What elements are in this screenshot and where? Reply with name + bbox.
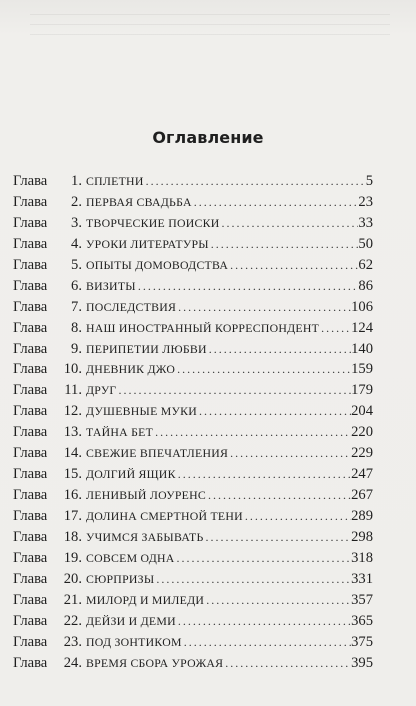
chapter-title: ДЕЙЗИ И ДЕМИ xyxy=(86,613,176,628)
chapter-number: 13. xyxy=(63,424,82,441)
page-number: 23 xyxy=(358,193,373,210)
chapter-word: Глава xyxy=(13,361,48,378)
chapter-number: 14. xyxy=(63,445,82,462)
chapter-word: Глава xyxy=(13,298,48,315)
chapter-number: 5. xyxy=(71,256,82,273)
dot-leader xyxy=(204,527,352,548)
chapter-word: Глава xyxy=(13,424,48,441)
chapter-title: СЮРПРИЗЫ xyxy=(86,571,155,586)
chapter-word: Глава xyxy=(13,214,48,231)
page-title: Оглавление xyxy=(152,128,264,147)
chapter-title: СОВСЕМ ОДНА xyxy=(86,550,175,565)
bleed-through-text xyxy=(30,14,390,38)
chapter-number: 4. xyxy=(71,235,82,252)
toc-entry xyxy=(13,401,373,422)
chapter-number: 20. xyxy=(63,570,82,587)
page-number: 5 xyxy=(365,173,373,189)
chapter-number: 16. xyxy=(63,487,82,504)
toc-entry xyxy=(13,339,373,360)
dot-leader xyxy=(144,171,366,192)
page-number: 106 xyxy=(351,298,373,315)
chapter-title: ПОСЛЕДСТВИЯ xyxy=(86,299,177,314)
page-number: 375 xyxy=(351,633,373,650)
chapter-word: Глава xyxy=(13,633,48,650)
chapter-title: ОПЫТЫ ДОМОВОДСТВА xyxy=(86,257,229,272)
dot-leader xyxy=(220,213,359,234)
chapter-number: 21. xyxy=(63,591,82,608)
dot-leader xyxy=(192,192,359,213)
dot-leader xyxy=(136,276,359,297)
dot-leader xyxy=(154,569,351,590)
chapter-title: МИЛОРД И МИЛЕДИ xyxy=(86,592,205,607)
page-number: 365 xyxy=(351,612,373,629)
dot-leader xyxy=(176,464,351,485)
dot-leader xyxy=(209,234,359,255)
page-number: 267 xyxy=(351,487,373,504)
page-number: 50 xyxy=(358,235,373,252)
chapter-word: Глава xyxy=(13,445,48,462)
chapter-title: ЛЕНИВЫЙ ЛОУРЕНС xyxy=(86,488,206,503)
chapter-number: 10. xyxy=(63,361,82,378)
dot-leader xyxy=(228,255,358,276)
dot-leader xyxy=(175,359,351,380)
dot-leader xyxy=(153,422,351,443)
chapter-number: 24. xyxy=(63,654,82,671)
chapter-title: ПОД ЗОНТИКОМ xyxy=(86,634,182,649)
toc-entry xyxy=(13,653,373,674)
chapter-word: Глава xyxy=(13,549,48,566)
chapter-title: УРОКИ ЛИТЕРАТУРЫ xyxy=(86,236,209,251)
chapter-number: 18. xyxy=(63,528,82,545)
page-number: 204 xyxy=(351,403,373,420)
page-number: 357 xyxy=(351,591,373,608)
dot-leader xyxy=(319,318,351,339)
chapter-title: ДНЕВНИК ДЖО xyxy=(86,362,176,377)
toc-entry xyxy=(13,213,373,234)
dot-leader xyxy=(207,339,351,360)
toc-entry xyxy=(13,318,373,339)
page-number: 179 xyxy=(351,382,373,399)
toc-entry xyxy=(13,276,373,297)
page-number: 220 xyxy=(351,424,373,441)
toc-entry xyxy=(13,297,373,318)
chapter-word: Глава xyxy=(13,382,48,399)
toc-entry xyxy=(13,611,373,632)
chapter-number: 22. xyxy=(63,612,82,629)
dot-leader xyxy=(176,297,351,318)
toc-entry xyxy=(13,485,373,506)
chapter-title: СВЕЖИЕ ВПЕЧАТЛЕНИЯ xyxy=(86,446,229,461)
chapter-title: ПЕРВАЯ СВАДЬБА xyxy=(86,194,192,209)
toc-entry xyxy=(13,422,373,443)
chapter-number: 15. xyxy=(63,466,82,483)
chapter-number: 1. xyxy=(71,173,82,189)
dot-leader xyxy=(243,506,351,527)
chapter-title: ВИЗИТЫ xyxy=(86,278,136,293)
chapter-number: 3. xyxy=(71,214,82,231)
page-number: 140 xyxy=(351,340,373,357)
chapter-word: Глава xyxy=(13,193,48,210)
chapter-word: Глава xyxy=(13,235,48,252)
chapter-word: Глава xyxy=(13,612,48,629)
page-number: 298 xyxy=(351,528,373,545)
chapter-word: Глава xyxy=(13,591,48,608)
chapter-title: УЧИМСЯ ЗАБЫВАТЬ xyxy=(86,529,204,544)
chapter-title: ДРУГ xyxy=(86,383,117,398)
page-number: 124 xyxy=(351,319,373,336)
dot-leader xyxy=(197,401,351,422)
chapter-word: Глава xyxy=(13,319,48,336)
page-number: 159 xyxy=(351,361,373,378)
toc-entry xyxy=(13,590,373,611)
dot-leader xyxy=(223,653,351,674)
page-number: 86 xyxy=(358,277,373,294)
page-number: 247 xyxy=(351,466,373,483)
toc-entry xyxy=(13,234,373,255)
page-number: 62 xyxy=(358,256,373,273)
toc-entry xyxy=(13,443,373,464)
toc-entry xyxy=(13,359,373,380)
page-number: 331 xyxy=(351,570,373,587)
chapter-number: 17. xyxy=(63,508,82,524)
chapter-number: 8. xyxy=(71,319,82,336)
chapter-number: 7. xyxy=(71,298,82,315)
page-number: 289 xyxy=(351,508,373,524)
chapter-number: 11. xyxy=(64,382,82,399)
chapter-word: Глава xyxy=(13,654,48,671)
page-number: 395 xyxy=(351,654,373,671)
dot-leader xyxy=(228,443,351,464)
chapter-title: ДОЛИНА СМЕРТНОЙ ТЕНИ xyxy=(86,509,243,523)
table-of-contents xyxy=(13,171,373,674)
page-number: 318 xyxy=(351,549,373,566)
page-number: 33 xyxy=(358,214,373,231)
chapter-number: 19. xyxy=(63,549,82,566)
toc-entry xyxy=(13,380,373,401)
dot-leader xyxy=(206,485,351,506)
toc-entry xyxy=(13,506,373,527)
chapter-title: ТАЙНА БЕТ xyxy=(86,425,154,440)
chapter-word: Глава xyxy=(13,466,48,483)
dot-leader xyxy=(182,632,351,653)
chapter-word: Глава xyxy=(13,173,48,189)
dot-leader xyxy=(204,590,351,611)
chapter-title: ДУШЕВНЫЕ МУКИ xyxy=(86,404,197,419)
toc-entry xyxy=(13,464,373,485)
chapter-word: Глава xyxy=(13,256,48,273)
chapter-word: Глава xyxy=(13,403,48,420)
toc-entry xyxy=(13,569,373,590)
chapter-number: 2. xyxy=(71,193,82,210)
page-number: 229 xyxy=(351,445,373,462)
chapter-word: Глава xyxy=(13,508,48,524)
chapter-word: Глава xyxy=(13,277,48,294)
toc-entry xyxy=(13,548,373,569)
chapter-title: НАШ ИНОСТРАННЫЙ КОРРЕСПОНДЕНТ xyxy=(86,320,320,335)
toc-entry xyxy=(13,192,373,213)
chapter-number: 12. xyxy=(63,403,82,420)
chapter-title: СПЛЕТНИ xyxy=(86,174,144,188)
chapter-number: 6. xyxy=(71,277,82,294)
toc-entry xyxy=(13,527,373,548)
toc-entry xyxy=(13,255,373,276)
dot-leader xyxy=(175,548,352,569)
dot-leader xyxy=(176,611,351,632)
chapter-word: Глава xyxy=(13,528,48,545)
dot-leader xyxy=(117,380,352,401)
chapter-title: ТВОРЧЕСКИЕ ПОИСКИ xyxy=(86,215,220,230)
chapter-number: 23. xyxy=(63,633,82,650)
chapter-number: 9. xyxy=(71,340,82,357)
toc-entry xyxy=(13,632,373,653)
chapter-title: ВРЕМЯ СБОРА УРОЖАЯ xyxy=(86,655,224,670)
chapter-title: ДОЛГИЙ ЯЩИК xyxy=(86,467,176,482)
chapter-word: Глава xyxy=(13,340,48,357)
chapter-word: Глава xyxy=(13,570,48,587)
chapter-word: Глава xyxy=(13,487,48,504)
chapter-title: ПЕРИПЕТИИ ЛЮБВИ xyxy=(86,341,207,356)
toc-entry xyxy=(13,171,373,192)
